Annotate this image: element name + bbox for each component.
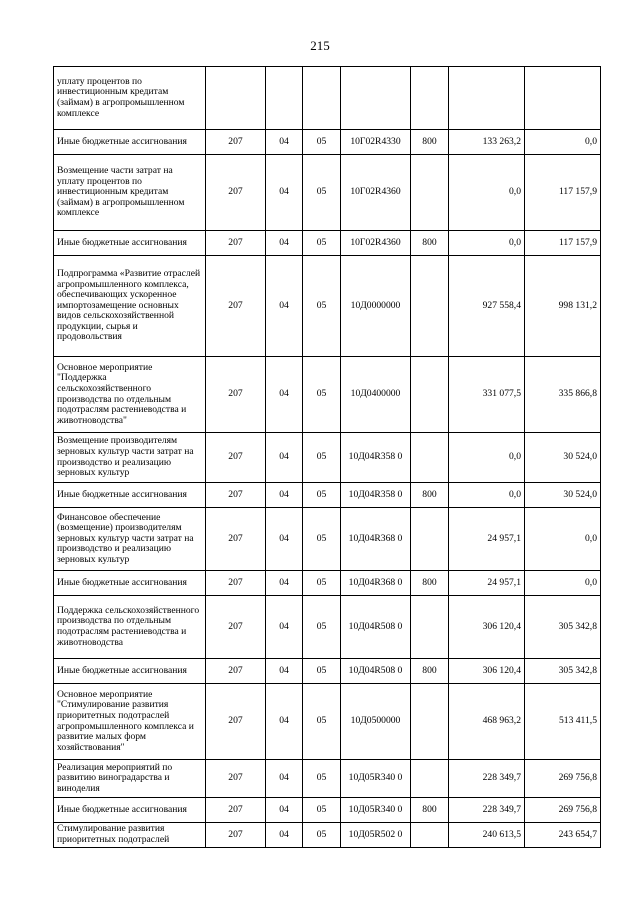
row-name: Иные бюджетные ассигнования xyxy=(54,571,206,596)
row-subsection: 05 xyxy=(303,760,341,798)
row-code: 207 xyxy=(206,659,266,684)
row-name: Иные бюджетные ассигнования xyxy=(54,130,206,155)
row-code: 207 xyxy=(206,571,266,596)
row-target: 10Д0500000 xyxy=(341,684,411,760)
row-subsection: 05 xyxy=(303,798,341,823)
row-code: 207 xyxy=(206,256,266,357)
row-section xyxy=(266,67,303,130)
row-target xyxy=(341,67,411,130)
row-sum1: 306 120,4 xyxy=(449,596,525,659)
row-sum1: 0,0 xyxy=(449,433,525,483)
row-sum2: 0,0 xyxy=(525,571,601,596)
table-row xyxy=(54,256,601,357)
row-code: 207 xyxy=(206,823,266,848)
row-sum1: 228 349,7 xyxy=(449,798,525,823)
row-subsection: 05 xyxy=(303,231,341,256)
row-sum1: 331 077,5 xyxy=(449,357,525,433)
row-section: 04 xyxy=(266,571,303,596)
row-subsection: 05 xyxy=(303,596,341,659)
row-section: 04 xyxy=(266,760,303,798)
row-sum1: 0,0 xyxy=(449,231,525,256)
row-sum2 xyxy=(525,67,601,130)
row-section: 04 xyxy=(266,596,303,659)
row-subsection: 05 xyxy=(303,823,341,848)
row-section: 04 xyxy=(266,155,303,231)
row-section: 04 xyxy=(266,823,303,848)
row-section: 04 xyxy=(266,508,303,571)
row-name: Стимулирование развития приоритетных подотраслей xyxy=(54,823,206,848)
row-type xyxy=(411,508,449,571)
row-name: Основное мероприятие "Стимулирование развития приоритетных подотраслей агропромышленного комплекса и развитие малых форм хозяйствования" xyxy=(54,684,206,760)
table-row xyxy=(54,433,601,483)
row-sum1: 306 120,4 xyxy=(449,659,525,684)
row-section: 04 xyxy=(266,798,303,823)
row-sum2: 998 131,2 xyxy=(525,256,601,357)
row-name: Иные бюджетные ассигнования xyxy=(54,798,206,823)
row-code: 207 xyxy=(206,357,266,433)
table-row xyxy=(54,596,601,659)
row-type xyxy=(411,760,449,798)
row-name: Иные бюджетные ассигнования xyxy=(54,659,206,684)
table-row xyxy=(54,571,601,596)
row-name: Реализация мероприятий по развитию виноградарства и виноделия xyxy=(54,760,206,798)
row-subsection: 05 xyxy=(303,433,341,483)
row-sum1: 240 613,5 xyxy=(449,823,525,848)
row-sum2: 0,0 xyxy=(525,130,601,155)
row-section: 04 xyxy=(266,256,303,357)
row-name: Иные бюджетные ассигнования xyxy=(54,231,206,256)
row-sum2: 30 524,0 xyxy=(525,433,601,483)
row-name: Возмещение части затрат на уплату процентов по инвестиционным кредитам (займам) в агропромышленном комплексе xyxy=(54,155,206,231)
table-row xyxy=(54,130,601,155)
row-sum2: 117 157,9 xyxy=(525,231,601,256)
table-row xyxy=(54,760,601,798)
row-code: 207 xyxy=(206,433,266,483)
row-target: 10Д04R358 0 xyxy=(341,483,411,508)
row-sum2: 117 157,9 xyxy=(525,155,601,231)
row-subsection: 05 xyxy=(303,483,341,508)
row-sum1: 468 963,2 xyxy=(449,684,525,760)
row-section: 04 xyxy=(266,433,303,483)
row-sum1: 0,0 xyxy=(449,483,525,508)
row-sum2: 269 756,8 xyxy=(525,798,601,823)
row-type xyxy=(411,256,449,357)
row-section: 04 xyxy=(266,684,303,760)
row-section: 04 xyxy=(266,659,303,684)
row-section: 04 xyxy=(266,130,303,155)
row-type: 800 xyxy=(411,798,449,823)
table-row xyxy=(54,155,601,231)
row-code: 207 xyxy=(206,130,266,155)
row-code: 207 xyxy=(206,798,266,823)
row-type xyxy=(411,357,449,433)
row-subsection xyxy=(303,67,341,130)
table-row xyxy=(54,508,601,571)
budget-table xyxy=(53,66,601,848)
row-subsection: 05 xyxy=(303,155,341,231)
row-type: 800 xyxy=(411,130,449,155)
row-name: уплату процентов по инвестиционным кредитам (займам) в агропромышленном комплексе xyxy=(54,67,206,130)
row-section: 04 xyxy=(266,357,303,433)
row-sum2: 513 411,5 xyxy=(525,684,601,760)
table-row xyxy=(54,67,601,130)
row-subsection: 05 xyxy=(303,130,341,155)
row-target: 10Д04R508 0 xyxy=(341,596,411,659)
row-code: 207 xyxy=(206,508,266,571)
row-sum2: 269 756,8 xyxy=(525,760,601,798)
row-sum2: 335 866,8 xyxy=(525,357,601,433)
row-target: 10Д05R340 0 xyxy=(341,760,411,798)
row-sum2: 0,0 xyxy=(525,508,601,571)
row-target: 10Д04R368 0 xyxy=(341,508,411,571)
row-sum2: 305 342,8 xyxy=(525,596,601,659)
page-number: 215 xyxy=(310,38,330,53)
row-target: 10Д04R508 0 xyxy=(341,659,411,684)
row-target: 10Г02R4360 xyxy=(341,155,411,231)
row-name: Иные бюджетные ассигнования xyxy=(54,483,206,508)
row-target: 10Д04R358 0 xyxy=(341,433,411,483)
row-name: Основное мероприятие "Поддержка сельскохозяйственного производства по отдельным подотраслям растениеводства и животноводства" xyxy=(54,357,206,433)
row-code: 207 xyxy=(206,483,266,508)
table-row xyxy=(54,357,601,433)
row-code xyxy=(206,67,266,130)
row-sum2: 243 654,7 xyxy=(525,823,601,848)
row-target: 10Д0000000 xyxy=(341,256,411,357)
row-section: 04 xyxy=(266,483,303,508)
table-row xyxy=(54,659,601,684)
row-subsection: 05 xyxy=(303,571,341,596)
row-name: Возмещение производителям зерновых культур части затрат на производство и реализацию зерновых культур xyxy=(54,433,206,483)
table-row xyxy=(54,483,601,508)
row-target: 10Д05R502 0 xyxy=(341,823,411,848)
row-name: Поддержка сельскохозяйственного производства по отдельным подотраслям растениеводства и животноводства xyxy=(54,596,206,659)
row-type xyxy=(411,67,449,130)
row-type: 800 xyxy=(411,571,449,596)
row-code: 207 xyxy=(206,760,266,798)
row-code: 207 xyxy=(206,231,266,256)
row-type xyxy=(411,684,449,760)
row-sum1: 133 263,2 xyxy=(449,130,525,155)
row-section: 04 xyxy=(266,231,303,256)
row-target: 10Д0400000 xyxy=(341,357,411,433)
table-row xyxy=(54,798,601,823)
row-subsection: 05 xyxy=(303,684,341,760)
row-sum1: 24 957,1 xyxy=(449,508,525,571)
row-sum1: 927 558,4 xyxy=(449,256,525,357)
row-subsection: 05 xyxy=(303,357,341,433)
table-row xyxy=(54,823,601,848)
row-sum1: 228 349,7 xyxy=(449,760,525,798)
row-target: 10Г02R4360 xyxy=(341,231,411,256)
row-sum2: 30 524,0 xyxy=(525,483,601,508)
row-sum1: 0,0 xyxy=(449,155,525,231)
row-code: 207 xyxy=(206,155,266,231)
row-sum2: 305 342,8 xyxy=(525,659,601,684)
row-type xyxy=(411,823,449,848)
row-type xyxy=(411,155,449,231)
row-subsection: 05 xyxy=(303,256,341,357)
row-sum1: 24 957,1 xyxy=(449,571,525,596)
row-name: Подпрограмма «Развитие отраслей агропромышленного комплекса, обеспечивающих ускоренное импортозамещение основных видов сельскохозяйственной продукции, сырья и продовольствия xyxy=(54,256,206,357)
row-type: 800 xyxy=(411,483,449,508)
row-type: 800 xyxy=(411,659,449,684)
row-target: 10Д05R340 0 xyxy=(341,798,411,823)
table-row xyxy=(54,231,601,256)
row-name: Финансовое обеспечение (возмещение) производителям зерновых культур части затрат на производство и реализацию зерновых культур xyxy=(54,508,206,571)
row-type xyxy=(411,596,449,659)
row-sum1 xyxy=(449,67,525,130)
row-type: 800 xyxy=(411,231,449,256)
table-row xyxy=(54,684,601,760)
row-code: 207 xyxy=(206,684,266,760)
row-target: 10Г02R4330 xyxy=(341,130,411,155)
row-subsection: 05 xyxy=(303,659,341,684)
row-code: 207 xyxy=(206,596,266,659)
row-target: 10Д04R368 0 xyxy=(341,571,411,596)
row-subsection: 05 xyxy=(303,508,341,571)
row-type xyxy=(411,433,449,483)
